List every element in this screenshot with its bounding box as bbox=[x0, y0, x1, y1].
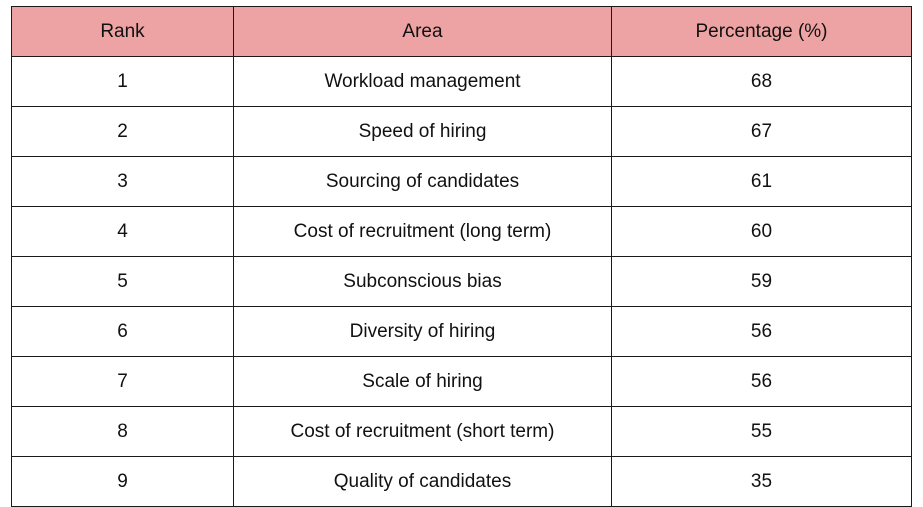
rank-cell: 4 bbox=[12, 207, 234, 257]
area-cell: Scale of hiring bbox=[234, 357, 612, 407]
rank-cell: 3 bbox=[12, 157, 234, 207]
area-cell: Speed of hiring bbox=[234, 107, 612, 157]
percentage-cell: 56 bbox=[612, 307, 912, 357]
percentage-cell: 56 bbox=[612, 357, 912, 407]
rank-cell: 2 bbox=[12, 107, 234, 157]
area-cell: Cost of recruitment (long term) bbox=[234, 207, 612, 257]
table-row bbox=[12, 57, 912, 107]
table-row bbox=[12, 357, 912, 407]
percentage-cell: 68 bbox=[612, 57, 912, 107]
rank-cell: 6 bbox=[12, 307, 234, 357]
column-header-area: Area bbox=[234, 7, 612, 57]
area-cell: Workload management bbox=[234, 57, 612, 107]
table-row bbox=[12, 407, 912, 457]
rank-cell: 7 bbox=[12, 357, 234, 407]
percentage-cell: 67 bbox=[612, 107, 912, 157]
area-cell: Sourcing of candidates bbox=[234, 157, 612, 207]
table-row bbox=[12, 307, 912, 357]
column-header-percentage: Percentage (%) bbox=[612, 7, 912, 57]
rank-cell: 1 bbox=[12, 57, 234, 107]
area-cell: Quality of candidates bbox=[234, 457, 612, 507]
percentage-cell: 60 bbox=[612, 207, 912, 257]
table-row bbox=[12, 207, 912, 257]
percentage-cell: 59 bbox=[612, 257, 912, 307]
rank-cell: 5 bbox=[12, 257, 234, 307]
table-row bbox=[12, 107, 912, 157]
rank-cell: 9 bbox=[12, 457, 234, 507]
area-cell: Diversity of hiring bbox=[234, 307, 612, 357]
table-row bbox=[12, 257, 912, 307]
percentage-cell: 55 bbox=[612, 407, 912, 457]
ranking-table bbox=[11, 6, 912, 507]
table-row bbox=[12, 157, 912, 207]
percentage-cell: 61 bbox=[612, 157, 912, 207]
table-header-row bbox=[12, 7, 912, 57]
table-row bbox=[12, 457, 912, 507]
percentage-cell: 35 bbox=[612, 457, 912, 507]
area-cell: Cost of recruitment (short term) bbox=[234, 407, 612, 457]
rank-cell: 8 bbox=[12, 407, 234, 457]
column-header-rank: Rank bbox=[12, 7, 234, 57]
area-cell: Subconscious bias bbox=[234, 257, 612, 307]
table-body bbox=[12, 57, 912, 507]
